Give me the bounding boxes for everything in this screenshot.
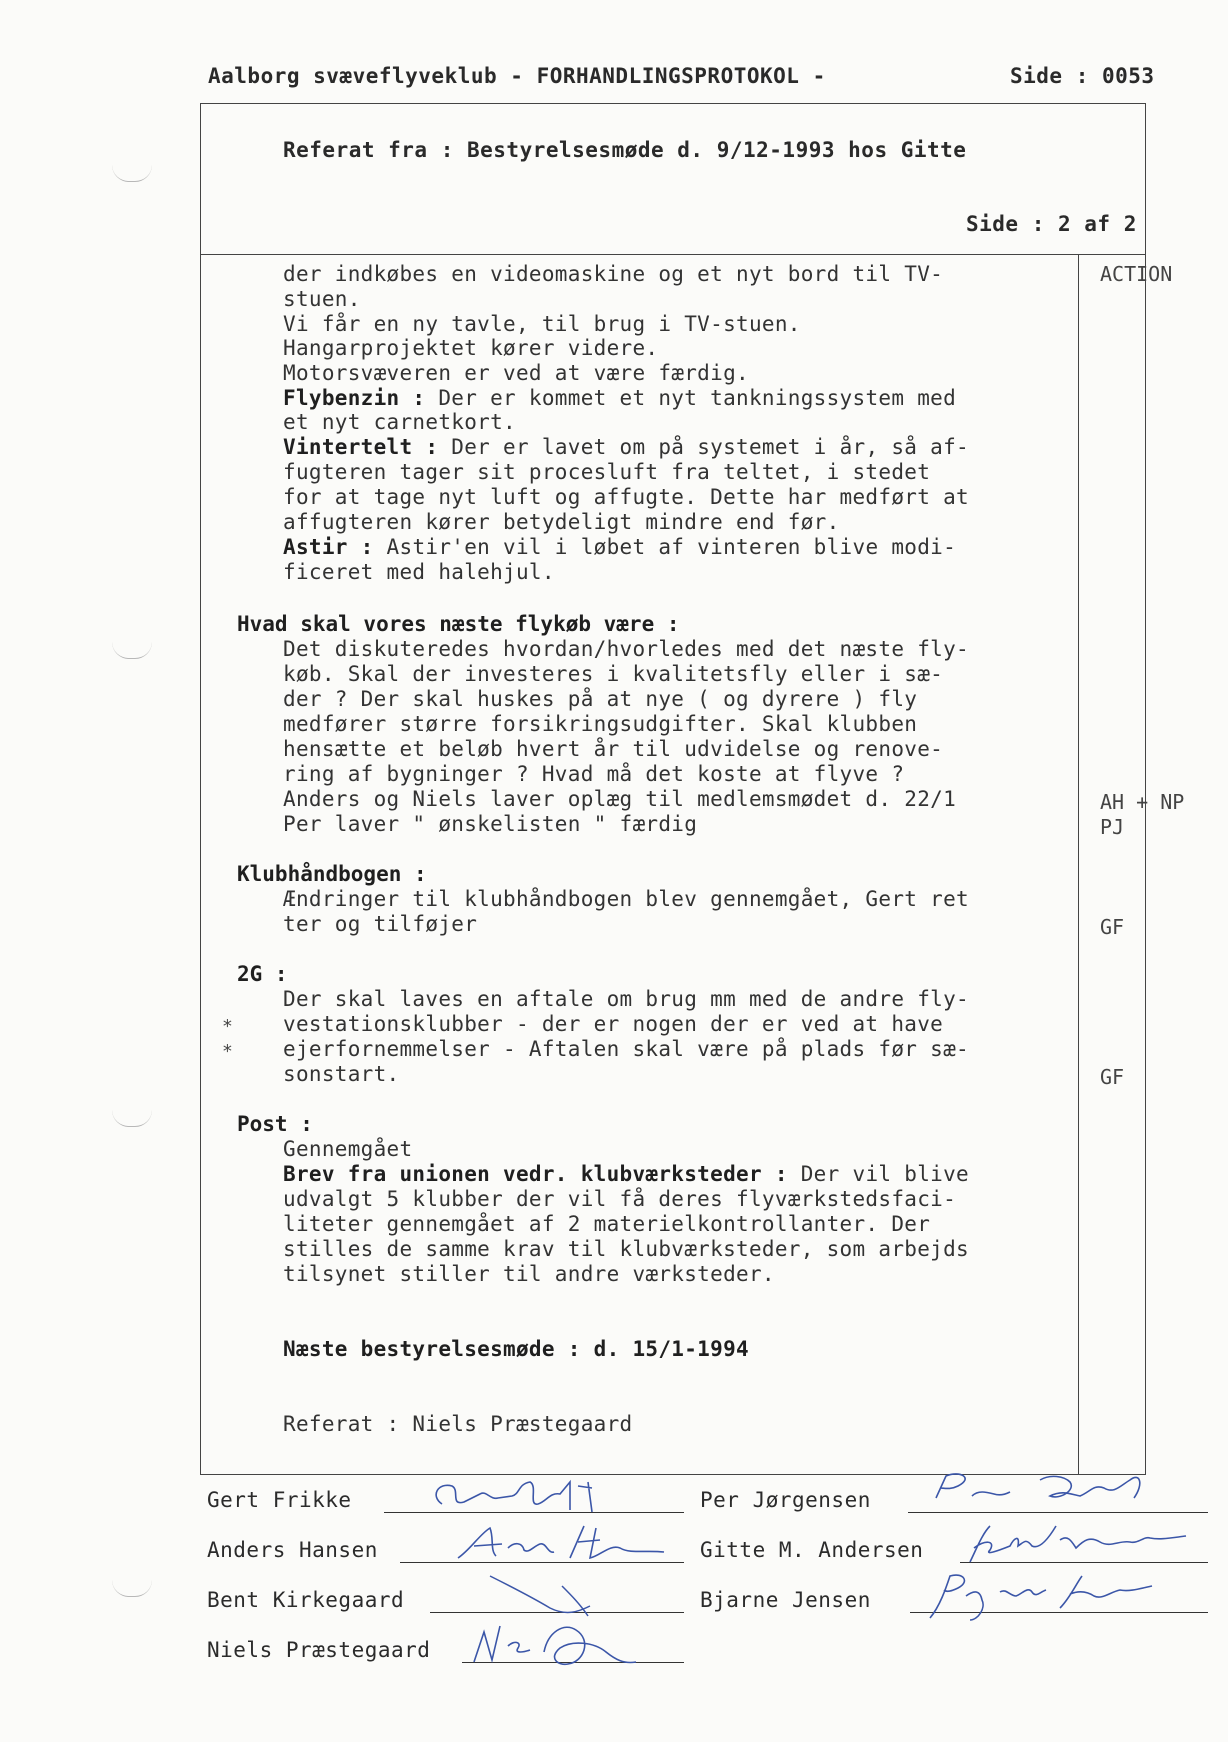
signature-name: Bent Kirkegaard xyxy=(207,1588,405,1612)
minutes-author: Referat : Niels Præstegaard xyxy=(283,1412,633,1436)
body-line-rest: Der er kommet et nyt tankningssystem med xyxy=(425,386,957,410)
page-number: Side : 0053 xyxy=(1010,64,1155,88)
signature-name: Gert Frikke xyxy=(207,1488,352,1512)
body-line: for at tage nyt luft og affugte. Dette har medført at xyxy=(283,485,969,509)
punch-hole xyxy=(112,165,152,182)
action-header: ACTION xyxy=(1100,262,1173,286)
action-initials: GF xyxy=(1100,915,1125,939)
section-line: Det diskuteredes hvordan/hvorledes med det næste fly- xyxy=(283,637,969,661)
body-line-rest: Astir'en vil i løbet af vinteren blive modi- xyxy=(373,535,957,559)
club-title: Aalborg svæveflyveklub - FORHANDLINGSPROTOKOL - xyxy=(208,64,826,88)
body-line: fugteren tager sit procesluft fra teltet, i stedet xyxy=(283,460,931,484)
section-line: sonstart. xyxy=(283,1062,400,1086)
section-line: Der skal laves en aftale om brug mm med de andre fly- xyxy=(283,987,969,1011)
action-column-divider xyxy=(1078,254,1079,1475)
body-line-label: Vintertelt : xyxy=(283,435,439,459)
section-line xyxy=(283,1162,969,1187)
body-line: Vi får en ny tavle, til brug i TV-stuen. xyxy=(283,312,801,336)
section-line: Per laver " ønskelisten " færdig xyxy=(283,812,698,836)
section-line: hensætte et beløb hvert år til udvidelse og renove- xyxy=(283,737,944,761)
body-line: der indkøbes en videomaskine og et nyt bord til TV- xyxy=(283,262,944,286)
section-line: ejerfornemmelser - Aftalen skal være på plads før sæ- xyxy=(283,1037,969,1061)
body-line-label: Astir : xyxy=(283,535,374,559)
body-line xyxy=(283,535,956,560)
margin-asterisk: * xyxy=(222,1041,233,1062)
body-line-rest: Der er lavet om på systemet i år, så af- xyxy=(438,435,969,459)
next-meeting: Næste bestyrelsesmøde : d. 15/1-1994 xyxy=(283,1337,749,1361)
handwritten-signature xyxy=(960,1520,1190,1566)
body-line: ficeret med halehjul. xyxy=(283,560,555,584)
signature-line xyxy=(908,1512,1208,1513)
handwritten-signature xyxy=(910,1568,1160,1624)
body-line-label: Flybenzin : xyxy=(283,386,426,410)
section-title: 2G : xyxy=(237,962,288,986)
section-line: ter og tilføjer xyxy=(283,912,478,936)
body-line: stuen. xyxy=(283,287,361,311)
meeting-page: Side : 2 af 2 xyxy=(966,212,1137,236)
punch-hole xyxy=(112,1580,152,1597)
section-line: vestationsklubber - der er nogen der er ved at have xyxy=(283,1012,944,1036)
section-title: Post : xyxy=(237,1112,313,1136)
section-line: medfører større forsikringsudgifter. Skal klubben xyxy=(283,712,918,736)
section-line-label: Brev fra unionen vedr. klubværksteder : xyxy=(283,1162,788,1186)
action-initials: AH + NP xyxy=(1100,790,1185,814)
section-title: Klubhåndbogen : xyxy=(237,862,427,886)
punch-hole xyxy=(112,1110,152,1127)
signature-name: Niels Præstegaard xyxy=(207,1638,431,1662)
section-line: køb. Skal der investeres i kvalitetsfly eller i sæ- xyxy=(283,662,944,686)
signature-name: Anders Hansen xyxy=(207,1538,378,1562)
body-line: Hangarprojektet kører videre. xyxy=(283,336,659,360)
signature-name: Per Jørgensen xyxy=(700,1488,871,1512)
section-line: der ? Der skal huskes på at nye ( og dyrere ) fly xyxy=(283,687,918,711)
action-initials: GF xyxy=(1100,1065,1125,1089)
section-line: stilles de samme krav til klubværksteder, som arbejds xyxy=(283,1237,969,1261)
section-line: Gennemgået xyxy=(283,1137,413,1161)
section-title: Hvad skal vores næste flykøb være : xyxy=(237,612,680,636)
handwritten-signature xyxy=(450,1520,670,1566)
signature-name: Bjarne Jensen xyxy=(700,1588,871,1612)
section-line: tilsynet stiller til andre værksteder. xyxy=(283,1262,775,1286)
section-line-rest: Der vil blive xyxy=(787,1162,969,1186)
section-line: udvalgt 5 klubber der vil få deres flyværkstedsfaci- xyxy=(283,1187,957,1211)
header-divider xyxy=(200,254,1146,255)
body-line: Motorsvæveren er ved at være færdig. xyxy=(283,361,749,385)
margin-asterisk: * xyxy=(222,1016,233,1037)
body-line: et nyt carnetkort. xyxy=(283,410,516,434)
signature-name: Gitte M. Andersen xyxy=(700,1538,924,1562)
meeting-title: Referat fra : Bestyrelsesmøde d. 9/12-1993 hos Gitte xyxy=(283,138,967,162)
handwritten-signature xyxy=(920,1466,1170,1510)
section-line: Ændringer til klubhåndbogen blev gennemgået, Gert ret xyxy=(283,887,969,911)
body-line xyxy=(283,386,956,411)
handwritten-signature xyxy=(464,1612,644,1672)
section-line: liteter gennemgået af 2 materielkontrollanter. Der xyxy=(283,1212,931,1236)
action-initials: PJ xyxy=(1100,815,1125,839)
section-line: ring af bygninger ? Hvad må det koste at flyve ? xyxy=(283,762,905,786)
punch-hole xyxy=(112,642,152,659)
handwritten-signature xyxy=(420,1476,640,1516)
section-line: Anders og Niels laver oplæg til medlemsmødet d. 22/1 xyxy=(283,787,957,811)
body-line xyxy=(283,435,969,460)
body-line: affugteren kører betydeligt mindre end før. xyxy=(283,510,840,534)
